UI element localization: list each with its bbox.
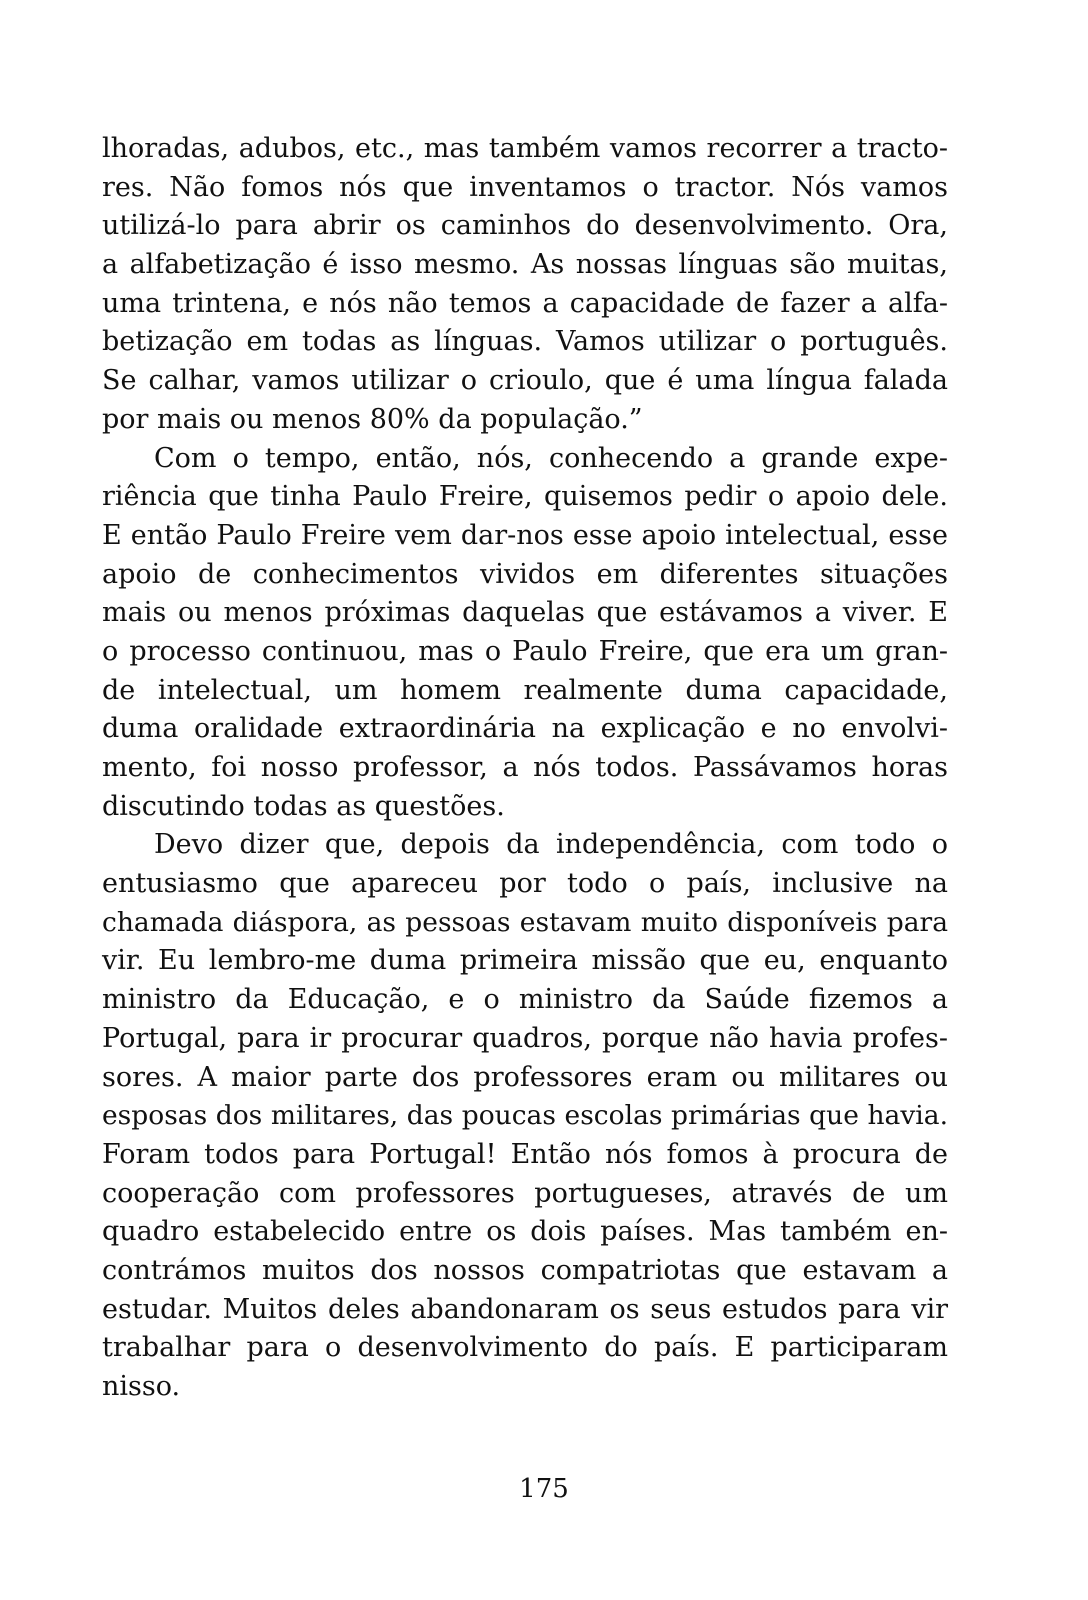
text-line: esposas dos militares, das poucas escolas primárias que havia.	[102, 1100, 948, 1132]
text-line: duma oralidade extraordinária na explicação e no envolvi-	[102, 713, 948, 745]
text-line: res. Não fomos nós que inventamos o tractor. Nós vamos	[102, 171, 948, 203]
text-line: betização em todas as línguas. Vamos utilizar o português.	[102, 326, 948, 358]
text-line: vir. Eu lembro-me duma primeira missão que eu, enquanto	[102, 945, 948, 977]
text-line: uma trintena, e nós não temos a capacidade de fazer a alfa-	[102, 287, 948, 319]
text-line: trabalhar para o desenvolvimento do país. E participaram	[102, 1332, 948, 1364]
text-line: a alfabetização é isso mesmo. As nossas línguas são muitas,	[102, 249, 948, 281]
text-line: discutindo todas as questões.	[102, 790, 505, 822]
text-line: de intelectual, um homem realmente duma capacidade,	[102, 674, 948, 706]
text-line: mais ou menos próximas daquelas que estávamos a viver. E	[102, 597, 948, 629]
text-line: lhoradas, adubos, etc., mas também vamos recorrer a tracto-	[102, 133, 948, 164]
text-line: quadro estabelecido entre os dois países. Mas também en-	[102, 1216, 948, 1248]
text-line: Foram todos para Portugal! Então nós fomos à procura de	[102, 1138, 948, 1170]
text-line: cooperação com professores portugueses, através de um	[102, 1177, 948, 1209]
page-number: 175	[519, 1474, 569, 1504]
text-line: entusiasmo que apareceu por todo o país, inclusive na	[102, 868, 948, 900]
text-line: sores. A maior parte dos professores eram ou militares ou	[102, 1061, 948, 1093]
text-line: riência que tinha Paulo Freire, quisemos pedir o apoio dele.	[102, 481, 948, 513]
text-line: E então Paulo Freire vem dar-nos esse apoio intelectual, esse	[102, 519, 948, 551]
text-line: mento, foi nosso professor, a nós todos. Passávamos horas	[102, 752, 948, 783]
text-line: chamada diáspora, as pessoas estavam muito disponíveis para	[102, 906, 948, 938]
text-line: por mais ou menos 80% da população.”	[102, 403, 643, 435]
text-line: estudar. Muitos deles abandonaram os seus estudos para vir	[102, 1293, 948, 1325]
text-line: nisso.	[102, 1371, 181, 1402]
text-line: Se calhar, vamos utilizar o crioulo, que é uma língua falada	[102, 365, 948, 397]
text-line: o processo continuou, mas o Paulo Freire, que era um gran-	[102, 635, 948, 667]
text-line: Devo dizer que, depois da independência, com todo o	[154, 829, 948, 861]
body-text	[102, 130, 948, 1407]
text-line: Portugal, para ir procurar quadros, porque não havia profes-	[102, 1022, 948, 1054]
text-line: ministro da Educação, e o ministro da Saúde fizemos a	[102, 984, 948, 1016]
text-line: utilizá-lo para abrir os caminhos do desenvolvimento. Ora,	[102, 210, 948, 242]
text-line: Com o tempo, então, nós, conhecendo a grande expe-	[154, 442, 948, 474]
text-line: apoio de conhecimentos vividos em diferentes situações	[102, 558, 948, 590]
text-line: contrámos muitos dos nossos compatriotas que estavam a	[102, 1254, 948, 1286]
